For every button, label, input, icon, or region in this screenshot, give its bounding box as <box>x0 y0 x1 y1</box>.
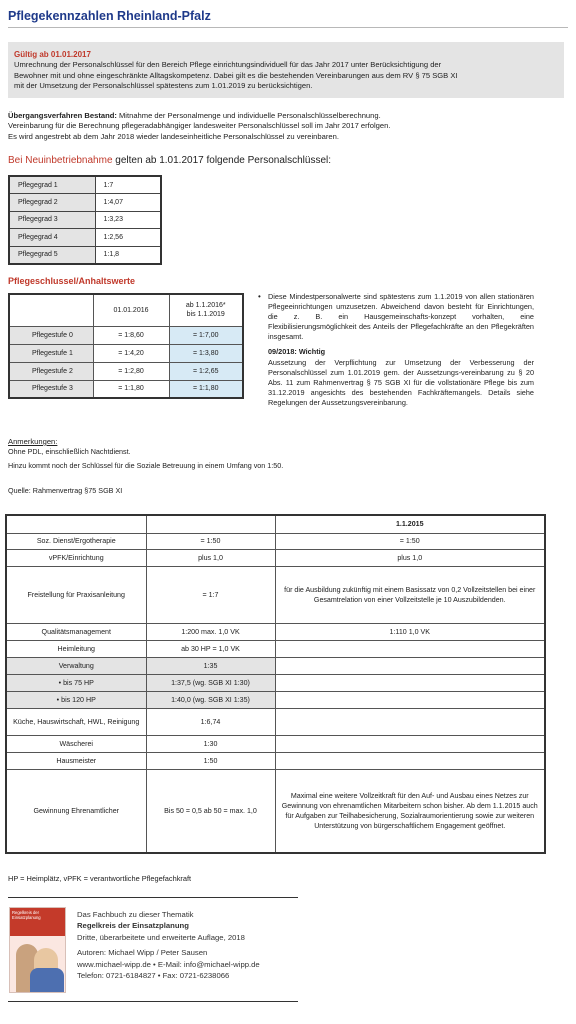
table-header-row <box>9 294 243 326</box>
row-label-cell: Hausmeister <box>6 752 146 769</box>
pflegegrad-value: 1:4,07 <box>95 194 161 212</box>
note-paragraph-1: Diese Mindestpersonalwerte sind spätestens zum 1.1.2019 von allen stationären Pflegeeinrichtungen umzusetzen. Abweichend davon besteht für Einrichtungen, die z. B. ein Hausgemeinschafts-konzept vorhalten, eine Flexibilisierungsmöglichkeit des Anteils der Pflegefachkräfte an den Pflegekräften insgesamt. <box>268 292 534 342</box>
table-row <box>6 549 545 566</box>
table-row <box>6 566 545 623</box>
transition-line-1: Mitnahme der Personalmenge und individuelle Personalschlüsselberechnung. <box>116 111 381 120</box>
row-label-cell: vPFK/Einrichtung <box>6 549 146 566</box>
title-divider <box>8 27 568 28</box>
pflegegrad-label: Pflegegrad 1 <box>9 176 95 194</box>
pflegegrad-label: Pflegegrad 2 <box>9 194 95 212</box>
row-label-cell: Wäscherei <box>6 735 146 752</box>
row-2015-cell <box>275 752 545 769</box>
book-web[interactable]: www.michael-wipp.de • E-Mail: info@michael-wipp.de <box>77 959 260 969</box>
bullet-icon: • <box>258 292 261 301</box>
row-value-cell: = 1:7 <box>146 566 275 623</box>
row-label-cell: Qualitätsmanagement <box>6 623 146 640</box>
row-value-cell: 1:200 max. 1,0 VK <box>146 623 275 640</box>
book-intro: Das Fachbuch zu dieser Thematik <box>77 910 194 919</box>
note-paragraph-2: Aussetzung der Verpflichtung zur Umsetzung der Verbesserung der Personalschlüssel zum 1.01.2019 gem. der Aussetzungs-vereinbarung zu § 20 Abs. 11 zum Rahmenvertrag § 75 SGB XI für die vollstationäre Pflege bis zum 31.12.2019 angesichts des bestehenden Fachkräftemangels. Details siehe Regelungen der Aussetzungsvereinbarung. <box>268 357 534 407</box>
pflegestufe-table <box>8 293 244 399</box>
header-cell-empty-1 <box>6 515 146 533</box>
pflegegrad-table <box>8 175 162 265</box>
table-row <box>9 380 243 398</box>
remarks-line-1: Ohne PDL, einschließlich Nachtdienst. <box>8 447 131 456</box>
pflegeschluessel-title: Pflegeschlussel/Anhaltswerte <box>8 276 136 286</box>
row-value-cell: 1:37,5 (wg. SGB XI 1:30) <box>146 674 275 691</box>
remarks-title: Anmerkungen: <box>8 437 58 446</box>
pflegestufe-label: Pflegestufe 3 <box>9 380 93 398</box>
book-title: Regelkreis der Einsatzplanung <box>77 921 189 931</box>
transition-label: Übergangsverfahren Bestand: <box>8 111 117 120</box>
row-value-cell: 1:35 <box>146 657 275 674</box>
table-header-row <box>6 515 545 533</box>
row-2015-cell <box>275 735 545 752</box>
table-row <box>6 691 545 708</box>
row-value-cell: ab 30 HP = 1,0 VK <box>146 640 275 657</box>
person-icon <box>30 968 64 993</box>
pflegestufe-value-2016: = 1:8,60 <box>93 326 169 344</box>
footer-divider-top <box>8 897 298 898</box>
row-2015-cell: für die Ausbildung zukünftig mit einem Basissatz von 0,2 Vollzeitstellen bei einer Gesamtrelation von einer Vollzeitstelle je 10 Auszubildenden. <box>275 566 545 623</box>
row-label-cell: Soz. Dienst/Ergotherapie <box>6 533 146 549</box>
pflegestufe-value-2019: = 1:2,65 <box>169 362 243 380</box>
column-header-2019-line-2: bis 1.1.2019 <box>186 311 225 319</box>
pflegegrad-value: 1:3,23 <box>95 211 161 229</box>
table-row <box>9 362 243 380</box>
remarks-line-2: Hinzu kommt noch der Schlüssel für die Soziale Betreuung in einem Umfang von 1:50. <box>8 461 284 470</box>
table-row <box>6 752 545 769</box>
validity-line-3: mit der Umsetzung der Personalschlüssel spätestens zum 1.01.2019 zu berücksichtigen. <box>14 81 313 91</box>
transition-line-2: Vereinbarung für die Berechnung pflegeradabhängiger landesweiter Personalschlüssel soll im Jahr 2017 erfolgen. <box>8 121 391 131</box>
staffing-table <box>5 514 546 854</box>
pflegegrad-value: 1:1,8 <box>95 246 161 264</box>
pflegestufe-label: Pflegestufe 2 <box>9 362 93 380</box>
table-row <box>6 735 545 752</box>
column-header-2019 <box>169 294 243 326</box>
row-2015-cell: plus 1,0 <box>275 549 545 566</box>
pflegegrad-label: Pflegegrad 4 <box>9 229 95 247</box>
transition-text <box>8 111 564 142</box>
book-phone: Telefon: 0721-6184827 • Fax: 0721-6238066 <box>77 971 230 981</box>
row-value-cell: 1:30 <box>146 735 275 752</box>
header-cell-empty-2 <box>146 515 275 533</box>
book-authors: Autoren: Michael Wipp / Peter Sausen <box>77 948 208 958</box>
row-2015-cell: Maximal eine weitere Vollzeitkraft für den Auf- und Ausbau eines Netzes zur Gewinnung von ehrenamtlichen Mitarbeitern schon bisher. Ab dem 1.1.2015 auch für Aufgaben zur Teilhabesicherung, Sozialraumorientierung sowie zur weiteren Unterstützung von bürgerschaftlichem Engagement geöffnet. <box>275 769 545 853</box>
row-2015-cell: = 1:50 <box>275 533 545 549</box>
pflegestufe-label: Pflegestufe 1 <box>9 344 93 362</box>
row-2015-cell <box>275 708 545 735</box>
table-row <box>9 194 161 212</box>
row-label-cell: • bis 120 HP <box>6 691 146 708</box>
new-operation-red: Bei Neuinbetriebnahme <box>8 155 113 166</box>
row-2015-cell <box>275 674 545 691</box>
pflegegrad-label: Pflegegrad 5 <box>9 246 95 264</box>
table-row <box>6 769 545 853</box>
book-info <box>77 909 260 981</box>
table-row <box>6 623 545 640</box>
pflegestufe-value-2016: = 1:4,20 <box>93 344 169 362</box>
new-operation-heading <box>8 155 331 166</box>
table-row <box>6 657 545 674</box>
note-heading: 09/2018: Wichtig <box>268 347 326 357</box>
header-cell-2015: 1.1.2015 <box>275 515 545 533</box>
book-cover-image <box>9 907 66 993</box>
row-label-cell: Gewinnung Ehrenamtlicher <box>6 769 146 853</box>
table-row <box>9 246 161 264</box>
table-row <box>9 211 161 229</box>
book-edition: Dritte, überarbeitete und erweiterte Auflage, 2018 <box>77 932 245 942</box>
column-header-2016: 01.01.2016 <box>93 294 169 326</box>
transition-line-3: Es wird angestrebt ab dem Jahr 2018 wieder landeseinheitliche Personalschlüssel zu vereinbaren. <box>8 131 339 141</box>
row-label-cell: Heimleitung <box>6 640 146 657</box>
pflegegrad-value: 1:7 <box>95 176 161 194</box>
footer-divider-bottom <box>8 1001 298 1002</box>
table-row <box>6 533 545 549</box>
book-cover-title: Regelkreis der Einsatzplanung <box>10 908 65 936</box>
source-note: Quelle: Rahmenvertrag §75 SGB XI <box>8 486 123 495</box>
validity-date: Gültig ab 01.01.2017 <box>14 50 91 59</box>
staffing-table-body <box>6 533 545 853</box>
row-label-cell: Freistellung für Praxisanleitung <box>6 566 146 623</box>
row-value-cell: plus 1,0 <box>146 549 275 566</box>
page-title: Pflegekennzahlen Rheinland-Pfalz <box>8 9 211 23</box>
empty-header-cell <box>9 294 93 326</box>
pflegestufe-value-2019: = 1:3,80 <box>169 344 243 362</box>
pflegestufe-value-2019: = 1:1,80 <box>169 380 243 398</box>
validity-line-1: Umrechnung der Personalschlüssel für den Bereich Pflege einrichtungsindividuell für das Jahr 2017 unter Berücksichtigung der <box>14 60 442 70</box>
table-row <box>6 640 545 657</box>
pflegestufe-label: Pflegestufe 0 <box>9 326 93 344</box>
row-value-cell: Bis 50 = 0,5 ab 50 = max. 1,0 <box>146 769 275 853</box>
table-row <box>9 176 161 194</box>
pflegestufe-value-2016: = 1:2,80 <box>93 362 169 380</box>
table-row <box>9 344 243 362</box>
table-row <box>9 326 243 344</box>
validity-line-2: Bewohner mit und ohne eingeschränkte Alltagskompetenz. Dabei gilt es die bestehenden Vereinbarungen aus dem RV § 75 SGB XI <box>14 70 458 80</box>
row-value-cell: 1:40,0 (wg. SGB XI 1:35) <box>146 691 275 708</box>
new-operation-rest: gelten ab 1.01.2017 folgende Personalschlüssel: <box>112 155 332 166</box>
pflegegrad-value: 1:2,56 <box>95 229 161 247</box>
remarks <box>8 437 283 471</box>
pflegestufe-value-2016: = 1:1,80 <box>93 380 169 398</box>
row-label-cell: Küche, Hauswirtschaft, HWL, Reinigung <box>6 708 146 735</box>
row-label-cell: • bis 75 HP <box>6 674 146 691</box>
side-note <box>258 292 534 408</box>
pflegestufe-value-2019: = 1:7,00 <box>169 326 243 344</box>
row-label-cell: Verwaltung <box>6 657 146 674</box>
row-value-cell: 1:50 <box>146 752 275 769</box>
row-2015-cell <box>275 640 545 657</box>
table-row <box>9 229 161 247</box>
table-row <box>6 708 545 735</box>
row-value-cell: = 1:50 <box>146 533 275 549</box>
table-row <box>6 674 545 691</box>
row-2015-cell: 1:110 1,0 VK <box>275 623 545 640</box>
row-2015-cell <box>275 691 545 708</box>
legend: HP = Heimplätz, vPFK = verantwortliche Pflegefachkraft <box>8 874 192 883</box>
row-value-cell: 1:6,74 <box>146 708 275 735</box>
pflegegrad-label: Pflegegrad 3 <box>9 211 95 229</box>
row-2015-cell <box>275 657 545 674</box>
column-header-2019-line-1: ab 1.1.2016* <box>185 302 226 310</box>
validity-info-box <box>8 42 564 98</box>
